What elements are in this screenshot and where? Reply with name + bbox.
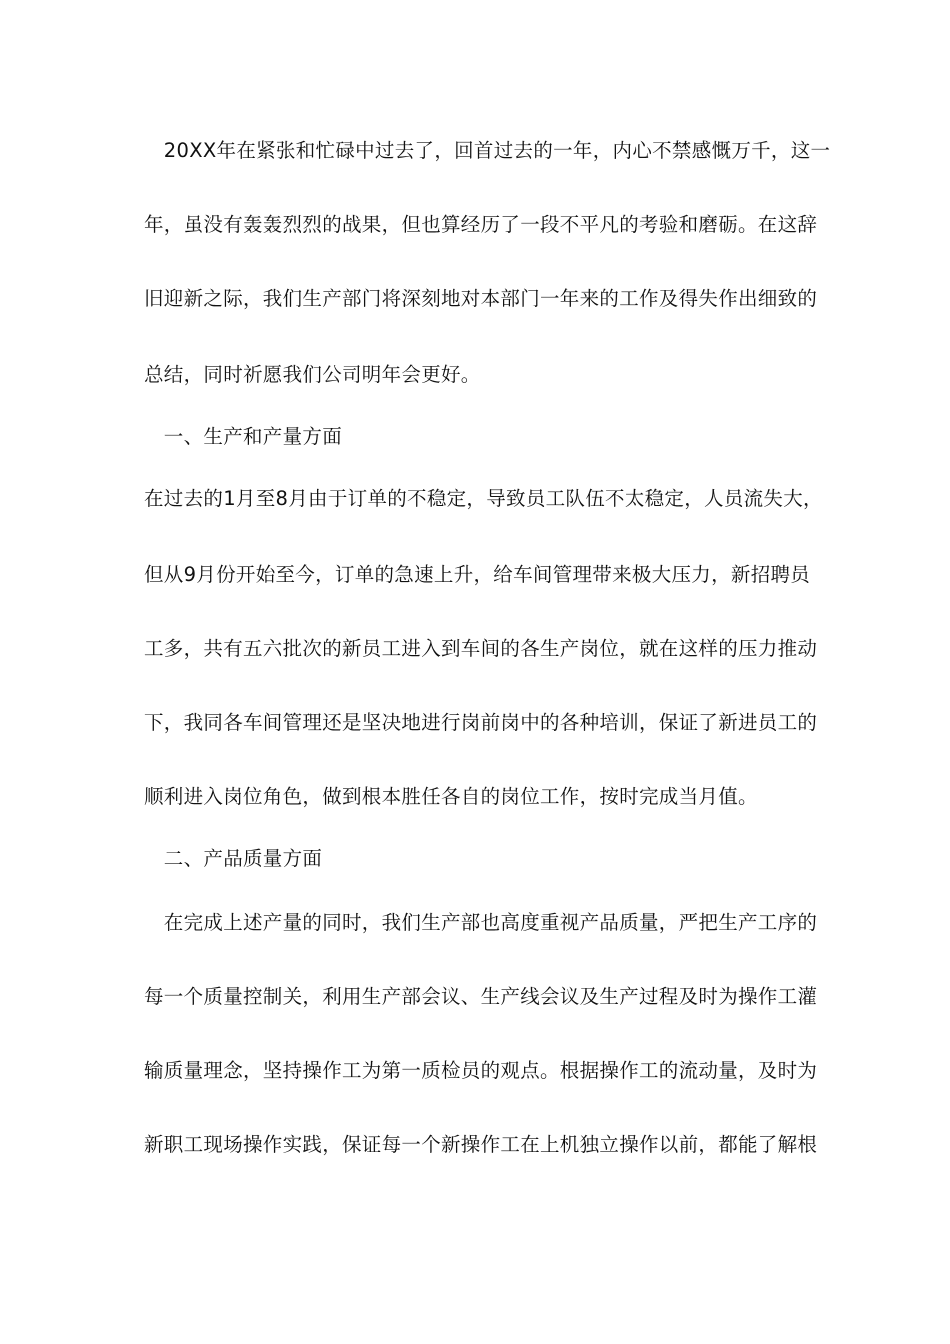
paragraph-3-line-3: 输质量理念，坚持操作工为第一质检员的观点。根据操作工的流动量，及时为 [144,1059,818,1082]
paragraph-2-line-2: 但从9月份开始至今，订单的急速上升，给车间管理带来极大压力，新招聘员 [144,563,811,586]
paragraph-2-line-4: 下，我同各车间管理还是坚决地进行岗前岗中的各种培训，保证了新进员工的 [144,711,818,734]
paragraph-2-line-5: 顺利进入岗位角色，做到根本胜任各自的岗位工作，按时完成当月值。 [144,785,758,808]
paragraph-3-line-2: 每一个质量控制关，利用生产部会议、生产线会议及生产过程及时为操作工灌 [144,985,818,1008]
paragraph-1-line-2: 年，虽没有轰轰烈烈的战果，但也算经历了一段不平凡的考验和磨砺。在这辞 [144,213,818,236]
paragraph-3-line-4: 新职工现场操作实践，保证每一个新操作工在上机独立操作以前，都能了解根 [144,1133,818,1156]
section-heading-production: 一、生产和产量方面 [144,425,343,448]
section-heading-quality: 二、产品质量方面 [144,847,323,870]
paragraph-1-line-3: 旧迎新之际，我们生产部门将深刻地对本部门一年来的工作及得失作出细致的 [144,287,818,310]
paragraph-1-line-4: 总结，同时祈愿我们公司明年会更好。 [144,363,481,386]
paragraph-2-line-1: 在过去的1月至8月由于订单的不稳定，导致员工队伍不太稳定，人员流失大， [144,487,823,510]
paragraph-3-line-1: 在完成上述产量的同时，我们生产部也高度重视产品质量，严把生产工序的 [144,911,818,934]
paragraph-2-line-3: 工多，共有五六批次的新员工进入到车间的各生产岗位，就在这样的压力推动 [144,637,818,660]
paragraph-1-line-1: 20XX年在紧张和忙碌中过去了，回首过去的一年，内心不禁感慨万千，这一 [144,139,831,162]
